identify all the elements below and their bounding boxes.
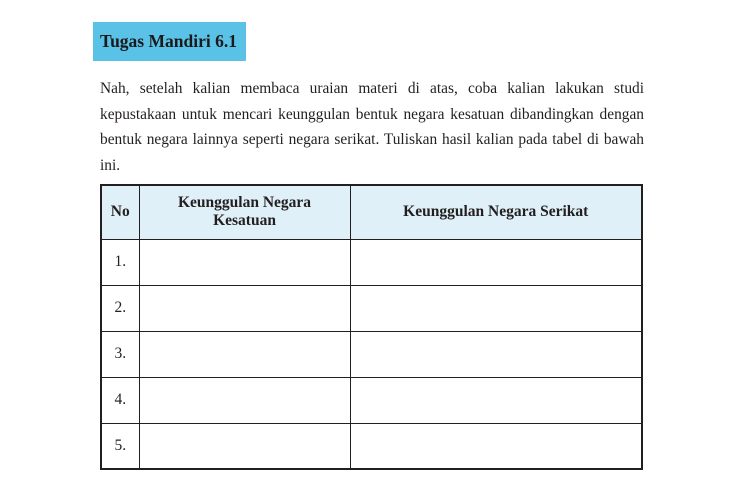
cell-kesatuan[interactable] <box>139 285 350 331</box>
table-row <box>101 239 642 285</box>
cell-kesatuan[interactable] <box>139 331 350 377</box>
row-number: 3. <box>101 331 139 377</box>
cell-serikat[interactable] <box>350 377 642 423</box>
cell-kesatuan[interactable] <box>139 423 350 469</box>
row-number: 4. <box>101 377 139 423</box>
cell-kesatuan[interactable] <box>139 377 350 423</box>
cell-serikat[interactable] <box>350 285 642 331</box>
cell-serikat[interactable] <box>350 239 642 285</box>
header-no: No <box>101 185 139 239</box>
cell-serikat[interactable] <box>350 423 642 469</box>
table-row <box>101 377 642 423</box>
header-keunggulan-serikat: Keunggulan Negara Serikat <box>350 185 642 239</box>
row-number: 2. <box>101 285 139 331</box>
header-kesatuan-line-1: Keunggulan Negara <box>177 194 312 212</box>
table-header-row <box>101 185 642 239</box>
task-title: Tugas Mandiri 6.1 <box>100 31 237 51</box>
header-keunggulan-kesatuan <box>139 185 350 239</box>
header-kesatuan-line-2: Kesatuan <box>213 212 276 230</box>
row-number: 5. <box>101 423 139 469</box>
task-title-box <box>93 22 246 61</box>
cell-serikat[interactable] <box>350 331 642 377</box>
table-row <box>101 423 642 469</box>
row-number: 1. <box>101 239 139 285</box>
task-instructions: Nah, setelah kalian membaca uraian materi di atas, coba kalian lakukan studi kepustakaan untuk mencari keunggulan bentuk negara kesatuan dibandingkan dengan bentuk negara lainnya seperti negara serikat. Tuliskan hasil kalian pada tabel di bawah ini. <box>100 80 644 174</box>
table-row <box>101 331 642 377</box>
comparison-table <box>100 184 643 470</box>
table-row <box>101 285 642 331</box>
cell-kesatuan[interactable] <box>139 239 350 285</box>
